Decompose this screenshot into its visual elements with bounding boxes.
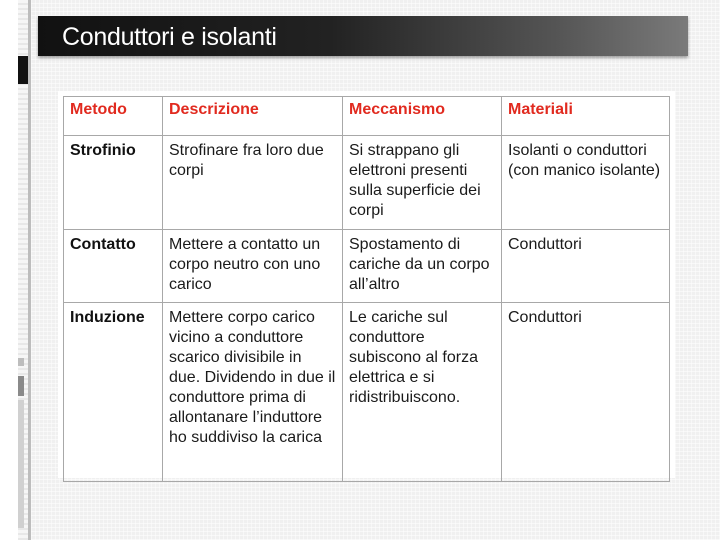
cell-materiali: Conduttori bbox=[502, 303, 670, 482]
left-accent-bar bbox=[18, 376, 24, 396]
cell-metodo: Induzione bbox=[64, 303, 163, 482]
cell-meccanismo: Le cariche sul conduttore subiscono al forza elettrica e si ridistribuiscono. bbox=[343, 303, 502, 482]
table-image bbox=[58, 91, 675, 478]
cell-descrizione: Mettere a contatto un corpo neutro con uno carico bbox=[163, 230, 343, 303]
left-accent-bar bbox=[18, 400, 24, 528]
left-accent-bar bbox=[18, 358, 24, 366]
cell-descrizione: Strofinare fra loro due corpi bbox=[163, 136, 343, 230]
cell-descrizione: Mettere corpo carico vicino a conduttore scarico divisibile in due. Dividendo in due il conduttore prima di allontanare l’induttore ho suddiviso la carica bbox=[163, 303, 343, 482]
cell-meccanismo: Spostamento di cariche da un corpo all’altro bbox=[343, 230, 502, 303]
cell-materiali: Isolanti o conduttori (con manico isolante) bbox=[502, 136, 670, 230]
slide-title: Conduttori e isolanti bbox=[62, 23, 277, 51]
header-metodo: Metodo bbox=[64, 97, 163, 136]
table-row bbox=[64, 136, 670, 230]
header-descrizione: Descrizione bbox=[163, 97, 343, 136]
table-row bbox=[64, 230, 670, 303]
header-materiali: Materiali bbox=[502, 97, 670, 136]
title-banner bbox=[38, 16, 688, 56]
cell-metodo: Contatto bbox=[64, 230, 163, 303]
table-row bbox=[64, 303, 670, 482]
cell-metodo: Strofinio bbox=[64, 136, 163, 230]
cell-meccanismo: Si strappano gli elettroni presenti sulla superficie dei corpi bbox=[343, 136, 502, 230]
comparison-table bbox=[63, 96, 670, 482]
table-header-row bbox=[64, 97, 670, 136]
left-divider bbox=[28, 0, 31, 540]
header-meccanismo: Meccanismo bbox=[343, 97, 502, 136]
cell-materiali: Conduttori bbox=[502, 230, 670, 303]
